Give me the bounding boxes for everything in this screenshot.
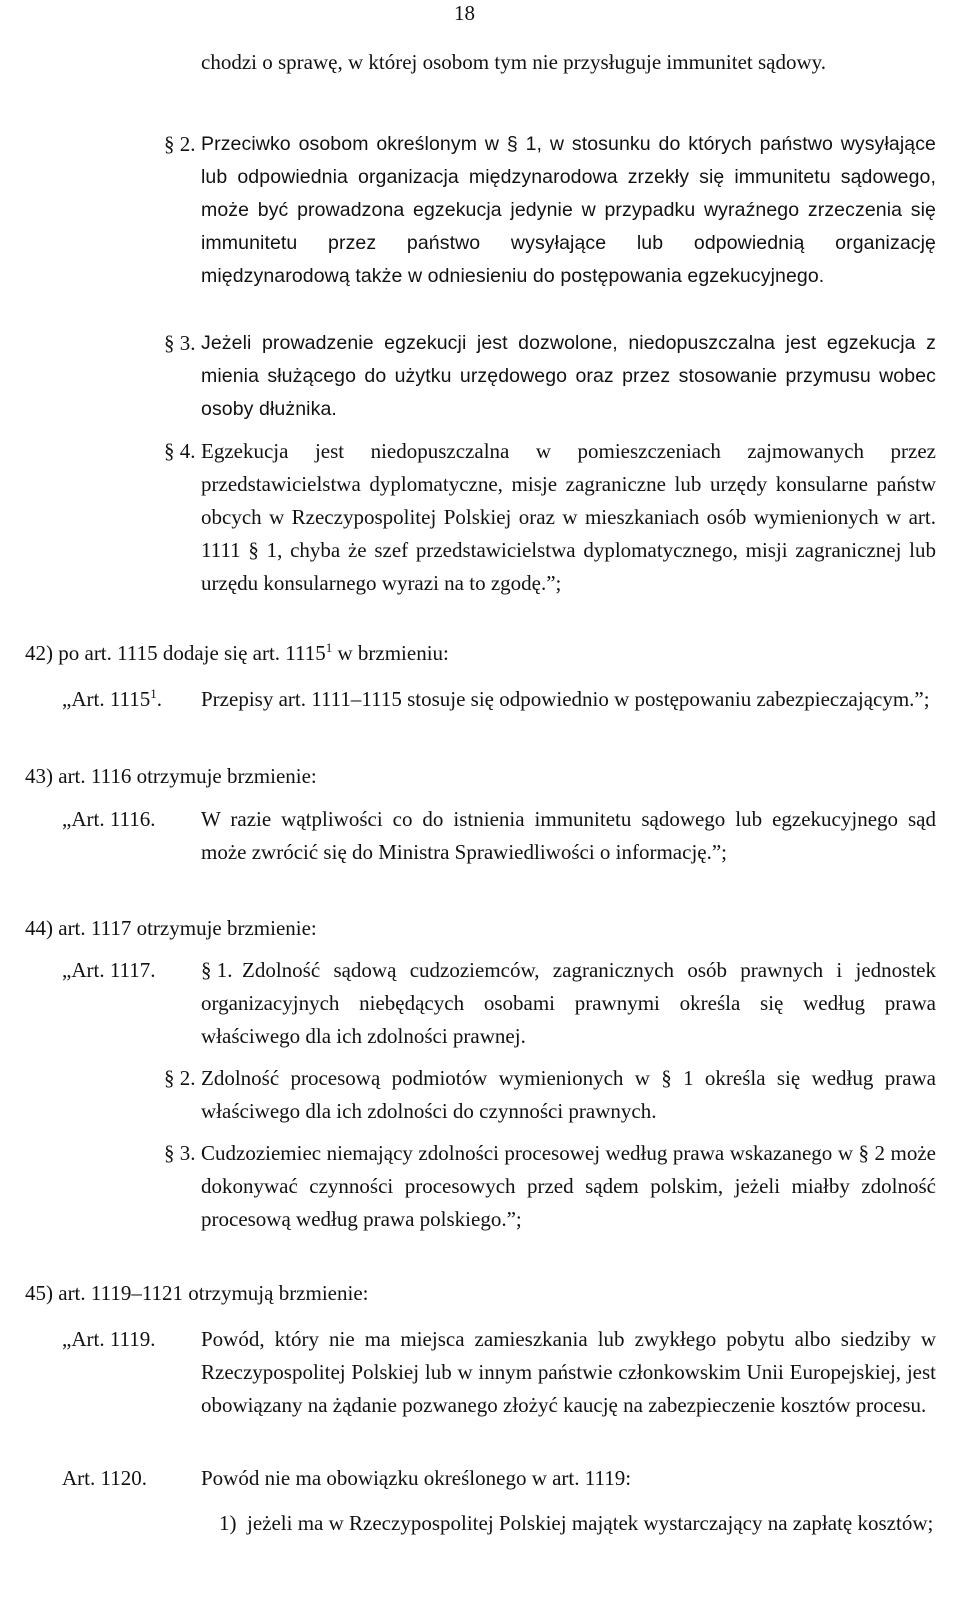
item-44-label: 44) art. 1117 otrzymuje brzmienie:: [25, 916, 317, 940]
item-45-label: 45) art. 1119–1121 otrzymują brzmienie:: [25, 1281, 369, 1305]
art-1120-text: Powód nie ma obowiązku określonego w art. 1119:: [201, 1466, 632, 1490]
art-1115-1-text: Przepisy art. 1111–1115 stosuje się odpowiednio w postępowaniu zabezpieczającym.”;: [201, 687, 930, 711]
section-2-number: § 2.: [164, 132, 196, 156]
section-4-text: Egzekucja jest niedopuszczalna w pomieszczeniach zajmowanych przez przedstawicielstwa dyplomatyczne, misje zagraniczne lub urzędy konsularne państw obcych w Rzeczypospolitej Polskiej oraz w mieszkaniach osób wymienionych w art. 1111 § 1, chyba że szef przedstawicielstwa dyplomatycznego, misji zagranicznej lub urzędu konsularnego wyrazi na to zgodę.”;: [201, 439, 936, 595]
art-1117-label: „Art. 1117.: [62, 958, 156, 982]
section-3-text: Jeżeli prowadzenie egzekucji jest dozwolone, niedopuszczalna jest egzekucja z mienia służącego do użytku urzędowego oraz przez stosowanie przymusu wobec osoby dłużnika.: [201, 332, 936, 420]
art-1117-section-1-number: § 1.: [201, 958, 233, 982]
art-1117-section-3-text: Cudzoziemiec niemający zdolności procesowej według prawa wskazanego w § 2 może dokonywać czynności procesowych przed sądem polskim, jeżeli miałby zdolność procesową według prawa polskiego.”;: [201, 1141, 936, 1231]
art-1119-label: „Art. 1119.: [62, 1327, 156, 1351]
art-1120-point-1-number: 1): [219, 1511, 237, 1535]
intro-continuation: [201, 46, 936, 79]
art-1120-point-1-text: jeżeli ma w Rzeczypospolitej Polskiej majątek wystarczający na zapłatę kosztów;: [247, 1511, 934, 1535]
art-1117-section-1-text: Zdolność sądową cudzoziemców, zagranicznych osób prawnych i jednostek organizacyjnych niebędących osobami prawnymi określa się według prawa właściwego dla ich zdolności prawnej.: [201, 958, 936, 1048]
section-2-text: Przeciwko osobom określonym w § 1, w stosunku do których państwo wysyłające lub odpowiednia organizacja międzynarodowa zrzekły się immunitetu sądowego, może być prowadzona egzekucja jedynie w przypadku wyraźnego zrzeczenia się immunitetu przez państwo wysyłające lub odpowiednią organizację międzynarodową także w odniesieniu do postępowania egzekucyjnego.: [201, 133, 936, 287]
item-42-label: 42) po art. 1115 dodaje się art. 1115$^1$ w brzmieniu:: [25, 640, 449, 665]
art-1116-label: „Art. 1116.: [62, 807, 156, 831]
art-1120-label: Art. 1120.: [62, 1466, 147, 1490]
art-1117-section-2-number: § 2.: [164, 1066, 196, 1090]
art-1117-section-2-text: Zdolność procesową podmiotów wymienionych w § 1 określa się według prawa właściwego dla ich zdolności do czynności prawnych.: [201, 1066, 936, 1123]
art-1115-1-label: „Art. 1115$^1$.: [62, 686, 163, 711]
intro-text: chodzi o sprawę, w której osobom tym nie przysługuje immunitet sądowy.: [201, 50, 827, 74]
art-1116-text: W razie wątpliwości co do istnienia immunitetu sądowego lub egzekucyjnego sąd może zwrócić się do Ministra Sprawiedliwości o informację.”;: [201, 807, 936, 864]
section-4-number: § 4.: [164, 439, 196, 463]
art-1117-section-3-number: § 3.: [164, 1141, 196, 1165]
section-3-number: § 3.: [164, 331, 196, 355]
art-1119-text: Powód, który nie ma miejsca zamieszkania lub zwykłego pobytu albo siedziby w Rzeczypospolitej Polskiej lub w innym państwie członkowskim Unii Europejskiej, jest obowiązany na żądanie pozwanego złożyć kaucję na zabezpieczenie kosztów procesu.: [201, 1327, 936, 1417]
item-43-label: 43) art. 1116 otrzymuje brzmienie:: [25, 764, 317, 788]
page-number: 18: [454, 1, 475, 25]
